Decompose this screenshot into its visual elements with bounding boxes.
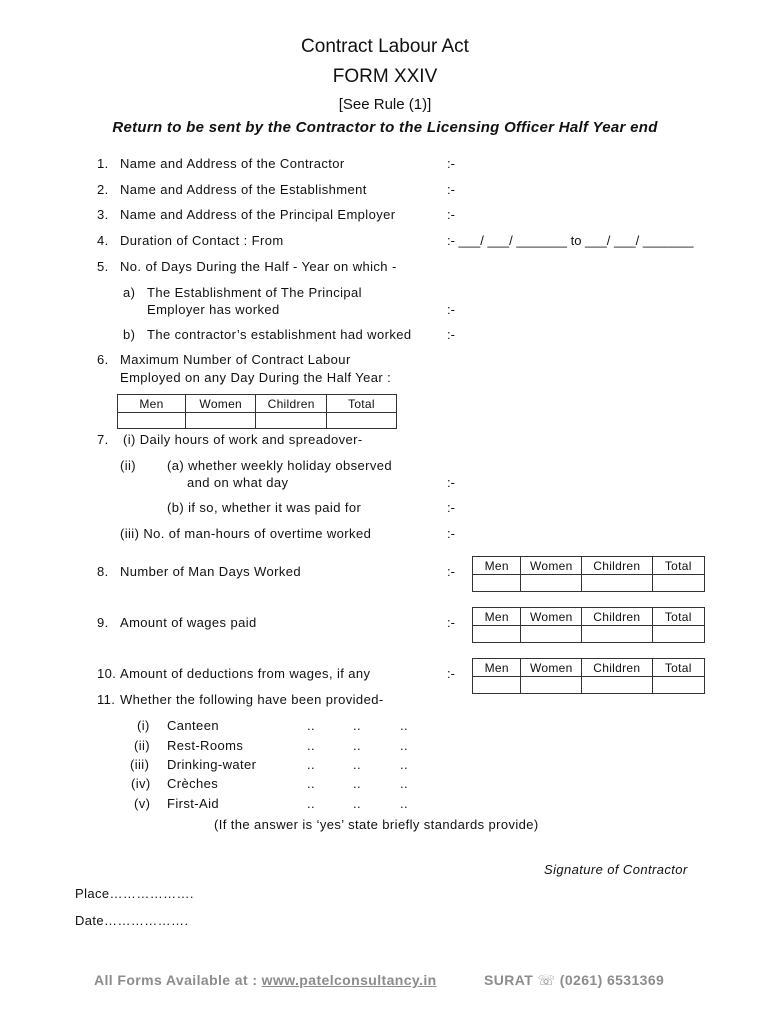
holiday-paid-label: (b) if so, whether it was paid for <box>167 500 362 515</box>
dots: .. <box>400 757 409 772</box>
man-days-label: Number of Man Days Worked <box>120 564 301 579</box>
footer-website-link[interactable]: www.patelconsultancy.in <box>261 972 437 988</box>
colon: :- <box>447 327 455 342</box>
sub-mark: (ii) <box>134 738 151 753</box>
principal-employer-worked-label-cont: Employer has worked <box>147 302 280 317</box>
date-field[interactable]: Date………………. <box>75 913 189 928</box>
max-labour-label-cont: Employed on any Day During the Half Year : <box>120 370 392 385</box>
item-number: 6. <box>97 352 109 367</box>
rule-reference: [See Rule (1)] <box>338 96 432 113</box>
dots: .. <box>353 738 362 753</box>
input-cell[interactable] <box>473 677 521 694</box>
deductions-label: Amount of deductions from wages, if any <box>120 666 371 681</box>
header-women: Women <box>521 608 582 626</box>
header-women: Women <box>521 557 582 575</box>
item-number: 5. <box>97 259 109 274</box>
footer-phone: (0261) 6531369 <box>559 972 665 988</box>
footer-contact <box>484 972 664 989</box>
input-cell[interactable] <box>473 626 521 643</box>
input-cell[interactable] <box>582 677 652 694</box>
sub-mark: (iv) <box>131 776 151 791</box>
sub-mark: a) <box>123 285 136 300</box>
contractor-name-label: Name and Address of the Contractor <box>120 156 345 171</box>
sub-mark: (v) <box>134 796 151 811</box>
days-worked-label: No. of Days During the Half - Year on which - <box>120 259 397 274</box>
sub-mark: (ii) <box>120 458 137 473</box>
dots: .. <box>400 738 409 753</box>
facility-drinking-water: Drinking-water <box>167 757 257 772</box>
form-title: FORM XXIV <box>332 66 438 87</box>
place-field[interactable]: Place………………. <box>75 886 194 901</box>
facility-rest-rooms: Rest-Rooms <box>167 738 244 753</box>
header-children: Children <box>582 557 652 575</box>
header-men: Men <box>473 557 521 575</box>
weekly-holiday-label: (a) whether weekly holiday observed <box>167 458 392 473</box>
facility-creches: Crèches <box>167 776 219 791</box>
wages-paid-table <box>472 607 705 643</box>
input-cell[interactable] <box>582 626 652 643</box>
max-labour-table <box>117 394 397 429</box>
colon: :- <box>447 302 455 317</box>
max-labour-label: Maximum Number of Contract Labour <box>120 352 351 367</box>
header-total: Total <box>652 659 704 677</box>
dots: .. <box>307 738 316 753</box>
header-children: Children <box>582 608 652 626</box>
sub-mark: (iii) <box>130 757 150 772</box>
principal-employer-worked-label: The Establishment of The Principal <box>147 285 362 300</box>
dots: .. <box>353 757 362 772</box>
header-children: Children <box>582 659 652 677</box>
item-number: 7. <box>97 432 109 447</box>
footer-city: SURAT <box>484 972 534 988</box>
dots: .. <box>353 718 362 733</box>
man-days-table <box>472 556 705 592</box>
dots: .. <box>400 718 409 733</box>
footer-availability <box>94 972 437 988</box>
input-cell[interactable] <box>652 677 704 694</box>
act-title: Contract Labour Act <box>301 36 469 57</box>
header-total: Total <box>652 557 704 575</box>
header-women: Women <box>521 659 582 677</box>
establishment-name-label: Name and Address of the Establishment <box>120 182 367 197</box>
item-number: 3. <box>97 207 109 222</box>
header-total: Total <box>652 608 704 626</box>
input-cell[interactable] <box>326 413 396 429</box>
dots: .. <box>353 796 362 811</box>
header-children: Children <box>256 395 326 413</box>
principal-employer-label: Name and Address of the Principal Employer <box>120 207 396 222</box>
facilities-note: (If the answer is ‘yes’ state briefly standards provide) <box>214 817 539 832</box>
dots: .. <box>307 796 316 811</box>
dots: .. <box>307 776 316 791</box>
input-cell[interactable] <box>582 575 652 592</box>
header-men: Men <box>473 659 521 677</box>
input-cell[interactable] <box>473 575 521 592</box>
input-cell[interactable] <box>118 413 186 429</box>
overtime-hours-label: (iii) No. of man-hours of overtime worked <box>120 526 372 541</box>
dots: .. <box>400 796 409 811</box>
daily-hours-label: (i) Daily hours of work and spreadover- <box>123 432 363 447</box>
dots: .. <box>353 776 362 791</box>
colon: :- <box>447 475 455 490</box>
footer-prefix: All Forms Available at : <box>94 972 262 988</box>
duration-date-fields[interactable]: :- ___/ ___/ _______ to ___/ ___/ _______ <box>447 233 694 248</box>
return-instruction: Return to be sent by the Contractor to the Licensing Officer Half Year end <box>112 119 658 136</box>
item-number: 1. <box>97 156 109 171</box>
colon: :- <box>447 207 455 222</box>
colon: :- <box>447 666 455 681</box>
colon: :- <box>447 526 455 541</box>
sub-mark: (i) <box>137 718 150 733</box>
colon: :- <box>447 500 455 515</box>
item-number: 10. <box>97 666 117 681</box>
item-number: 8. <box>97 564 109 579</box>
input-cell[interactable] <box>521 677 582 694</box>
duration-label: Duration of Contact : From <box>120 233 284 248</box>
telephone-icon: ☏ <box>537 972 556 988</box>
input-cell[interactable] <box>186 413 256 429</box>
facility-canteen: Canteen <box>167 718 219 733</box>
sub-mark: b) <box>123 327 136 342</box>
dots: .. <box>307 718 316 733</box>
dots: .. <box>307 757 316 772</box>
header-men: Men <box>473 608 521 626</box>
colon: :- <box>447 182 455 197</box>
item-number: 4. <box>97 233 109 248</box>
input-cell[interactable] <box>256 413 326 429</box>
item-number: 9. <box>97 615 109 630</box>
colon: :- <box>447 156 455 171</box>
item-number: 11. <box>97 692 116 707</box>
wages-paid-label: Amount of wages paid <box>120 615 257 630</box>
facility-first-aid: First-Aid <box>167 796 219 811</box>
header-men: Men <box>118 395 186 413</box>
header-total: Total <box>326 395 396 413</box>
input-cell[interactable] <box>521 575 582 592</box>
signature-label: Signature of Contractor <box>544 862 688 877</box>
facilities-label: Whether the following have been provided- <box>120 692 384 707</box>
header-women: Women <box>186 395 256 413</box>
colon: :- <box>447 564 455 579</box>
contractor-worked-label: The contractor’s establishment had worked <box>147 327 412 342</box>
input-cell[interactable] <box>652 626 704 643</box>
item-number: 2. <box>97 182 109 197</box>
colon: :- <box>447 615 455 630</box>
input-cell[interactable] <box>652 575 704 592</box>
dots: .. <box>400 776 409 791</box>
deductions-table <box>472 658 705 694</box>
input-cell[interactable] <box>521 626 582 643</box>
weekly-holiday-label-cont: and on what day <box>187 475 289 490</box>
